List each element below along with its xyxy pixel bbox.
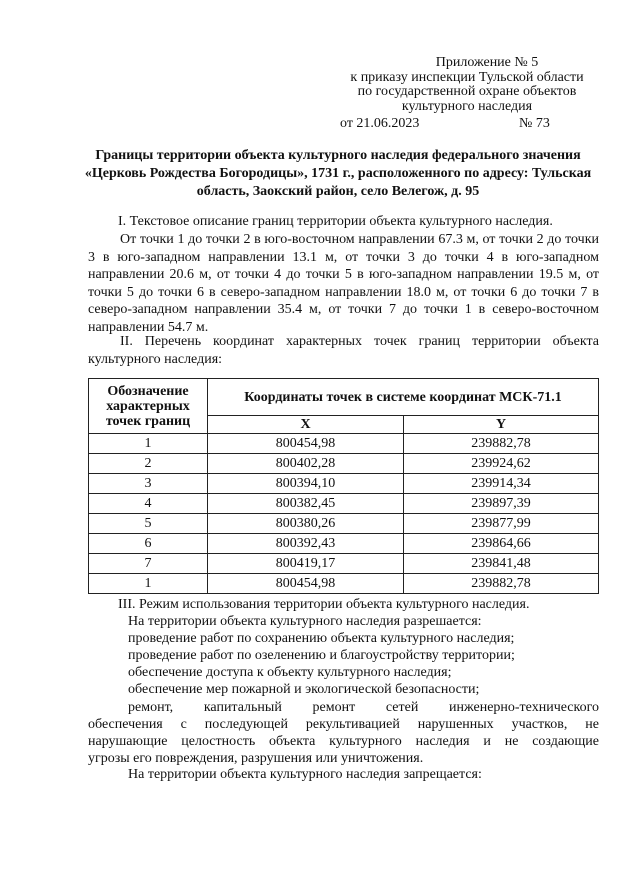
point-cell: 6 bbox=[89, 534, 208, 554]
y-header: Y bbox=[404, 416, 599, 434]
y-cell: 239897,39 bbox=[404, 494, 599, 514]
table-row bbox=[89, 434, 599, 454]
table-row bbox=[89, 494, 599, 514]
y-cell: 239877,99 bbox=[404, 514, 599, 534]
order-date: от 21.06.2023 bbox=[340, 116, 420, 131]
allowed-item: проведение работ по озеленению и благоустройству территории; bbox=[128, 648, 515, 663]
annex-line: культурного наследия bbox=[401, 98, 533, 114]
x-cell: 800454,98 bbox=[208, 434, 404, 454]
x-cell: 800419,17 bbox=[208, 554, 404, 574]
y-cell: 239914,34 bbox=[404, 474, 599, 494]
x-header: X bbox=[208, 416, 404, 434]
point-cell: 2 bbox=[89, 454, 208, 474]
table-row bbox=[89, 534, 599, 554]
repair-line: угрозы его повреждения, разрушения или уничтожения. bbox=[88, 751, 424, 766]
allowed-intro: На территории объекта культурного наследия разрешается: bbox=[128, 614, 482, 629]
document-title: Границы территории объекта культурного наследия федерального значения «Церковь Рождества Богородицы», 1731 г., расположенного по адресу: Тульская область, Заокский район, село Велегож, д. 95 bbox=[84, 148, 592, 199]
point-cell: 3 bbox=[89, 474, 208, 494]
y-cell: 239882,78 bbox=[404, 434, 599, 454]
section-3-heading: III. Режим использования территории объекта культурного наследия. bbox=[118, 597, 530, 612]
section-1-body: От точки 1 до точки 2 в юго-восточном направлении 67.3 м, от точки 2 до точки 3 в юго-западном направлении 13.1 м, от точки 3 до точки 4 в юго-западном направлении 20.6 м, от точки 4 до точки 5 в юго-западном направлении 19.5 м, от точки 5 до точки 6 в северо-западном направлении 18.0 м, от точки 6 до точки 7 в северо-западном направлении 35.4 м, от точки 7 до точки 1 в северо-восточном направлении 54.7 м. bbox=[88, 232, 599, 335]
repair-line: обеспечения с последующей рекультивацией нарушенных участков, не bbox=[88, 717, 599, 732]
annex-line: к приказу инспекции Тульской области bbox=[350, 69, 584, 85]
table-row bbox=[89, 454, 599, 474]
order-number: № 73 bbox=[519, 116, 550, 131]
point-cell: 5 bbox=[89, 514, 208, 534]
section-2-heading: II. Перечень координат характерных точек границ территории объекта культурного наследия: bbox=[88, 334, 599, 367]
coordinates-table bbox=[88, 378, 599, 594]
repair-line: нарушающие целостность объекта культурного наследия и не создающие bbox=[88, 734, 599, 749]
x-cell: 800402,28 bbox=[208, 454, 404, 474]
allowed-item: обеспечение доступа к объекту культурного наследия; bbox=[128, 665, 452, 680]
y-cell: 239882,78 bbox=[404, 574, 599, 594]
table-row bbox=[89, 554, 599, 574]
annex-line: по государственной охране объектов bbox=[357, 84, 577, 99]
y-cell: 239924,62 bbox=[404, 454, 599, 474]
section-1-heading: I. Текстовое описание границ территории объекта культурного наследия. bbox=[118, 214, 553, 229]
point-cell: 1 bbox=[89, 574, 208, 594]
allowed-item: проведение работ по сохранению объекта культурного наследия; bbox=[128, 631, 515, 646]
point-cell: 4 bbox=[89, 494, 208, 514]
col-point-header: Обозначение характерных точек границ bbox=[89, 379, 208, 434]
x-cell: 800392,43 bbox=[208, 534, 404, 554]
forbidden-intro: На территории объекта культурного наследия запрещается: bbox=[128, 767, 482, 782]
point-cell: 7 bbox=[89, 554, 208, 574]
allowed-item: обеспечение мер пожарной и экологической безопасности; bbox=[128, 682, 480, 697]
point-cell: 1 bbox=[89, 434, 208, 454]
x-cell: 800454,98 bbox=[208, 574, 404, 594]
coord-system-header: Координаты точек в системе координат МСК-71.1 bbox=[208, 379, 599, 416]
x-cell: 800382,45 bbox=[208, 494, 404, 514]
y-cell: 239841,48 bbox=[404, 554, 599, 574]
table-row bbox=[89, 474, 599, 494]
repair-line: ремонт, капитальный ремонт сетей инженерно-технического bbox=[128, 700, 599, 715]
y-cell: 239864,66 bbox=[404, 534, 599, 554]
annex-block bbox=[322, 56, 612, 114]
annex-line: Приложение № 5 bbox=[435, 55, 539, 70]
x-cell: 800380,26 bbox=[208, 514, 404, 534]
table-row bbox=[89, 514, 599, 534]
x-cell: 800394,10 bbox=[208, 474, 404, 494]
table-row bbox=[89, 574, 599, 594]
